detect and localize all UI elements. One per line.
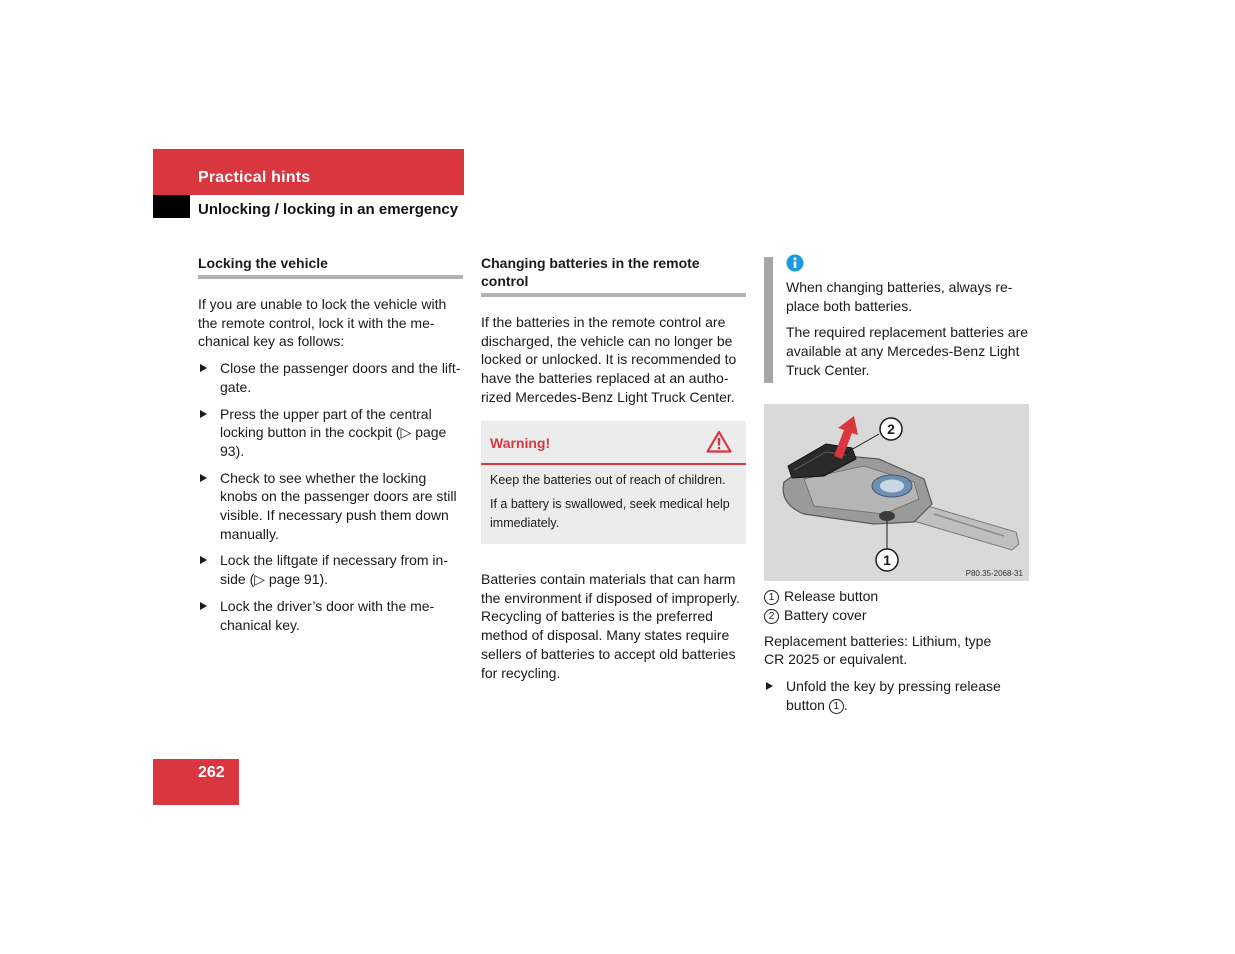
warning-line: If a battery is swallowed, seek medical help immediately. bbox=[490, 497, 730, 530]
legend-item bbox=[764, 587, 1029, 606]
bullet-triangle-icon bbox=[200, 474, 207, 482]
remote-key-illustration bbox=[764, 404, 1029, 581]
column-locking bbox=[198, 254, 463, 642]
locking-steps bbox=[198, 359, 463, 634]
bullet-triangle-icon bbox=[200, 602, 207, 610]
inline-callout-number: 1 bbox=[829, 699, 844, 714]
page-number: 262 bbox=[198, 764, 225, 781]
list-item: Lock the liftgate if necessary from in-side (▷ page 91). bbox=[198, 551, 463, 588]
legend-number: 2 bbox=[764, 609, 779, 624]
replacement-text: Replacement batteries: Lithium, type CR 2025 or equivalent. bbox=[764, 632, 992, 668]
legend-label: Battery cover bbox=[784, 606, 867, 623]
legend-number: 1 bbox=[764, 590, 779, 605]
info-icon bbox=[786, 254, 804, 272]
column-info bbox=[764, 254, 1029, 722]
legend-item bbox=[764, 606, 1029, 625]
info-box bbox=[764, 254, 1029, 380]
info-line: The required replacement batteries are available at any Mercedes-Benz Light Truck Center. bbox=[786, 324, 1029, 378]
section-title: Practical hints bbox=[198, 169, 311, 186]
figure-callout-1: 1 bbox=[883, 551, 891, 568]
subsection-title: Unlocking / locking in an emergency bbox=[198, 201, 459, 218]
unfold-steps bbox=[764, 677, 1029, 714]
info-line: When changing batteries, always re-place both batteries. bbox=[786, 279, 1013, 314]
warning-line: Keep the batteries out of reach of children. bbox=[490, 472, 726, 487]
batteries-body: Batteries contain materials that can harm the environment if disposed of improperly. Recycling of batteries is the preferred method of disposal. Many states require sellers of batteries to accept old batteries for recycling. bbox=[481, 571, 740, 681]
bullet-triangle-icon bbox=[200, 410, 207, 418]
key-battery-figure bbox=[764, 404, 1029, 581]
list-item: Press the upper part of the central locking button in the cockpit (▷ page 93). bbox=[198, 405, 463, 461]
list-item: Check to see whether the locking knobs on the passenger doors are still visible. If necessary push them down manually. bbox=[198, 469, 463, 544]
subsection-marker bbox=[153, 195, 190, 218]
bullet-triangle-icon bbox=[200, 364, 207, 372]
locking-heading: Locking the vehicle bbox=[198, 254, 463, 279]
warning-title: Warning! bbox=[490, 434, 551, 451]
info-bar bbox=[764, 257, 773, 383]
batteries-heading: Changing batteries in the remote control bbox=[481, 254, 746, 297]
legend-label: Release button bbox=[784, 587, 879, 604]
list-item: Unfold the key by pressing release button 1 . bbox=[764, 677, 1029, 714]
warning-triangle-icon bbox=[706, 430, 732, 453]
warning-box bbox=[481, 421, 746, 545]
list-item: Lock the driver’s door with the me-chanical key. bbox=[198, 597, 463, 634]
locking-intro: If you are unable to lock the vehicle with the remote control, lock it with the me-chanical key as follows: bbox=[198, 296, 447, 350]
warning-body bbox=[481, 465, 746, 545]
warning-header bbox=[481, 421, 746, 465]
figure-callout-2: 2 bbox=[887, 420, 895, 437]
list-item: Close the passenger doors and the lift-gate. bbox=[198, 359, 463, 396]
column-batteries bbox=[481, 254, 746, 690]
batteries-intro: If the batteries in the remote control are discharged, the vehicle can no longer be locked or unlocked. It is recommended to have the batteries replaced at an autho-rized Mercedes-Benz Light Truck Center. bbox=[481, 314, 737, 405]
figure-code: P80.35-2068-31 bbox=[965, 568, 1023, 578]
bullet-triangle-icon bbox=[200, 556, 207, 564]
page-number-box bbox=[153, 759, 239, 805]
bullet-triangle-icon bbox=[766, 682, 773, 690]
